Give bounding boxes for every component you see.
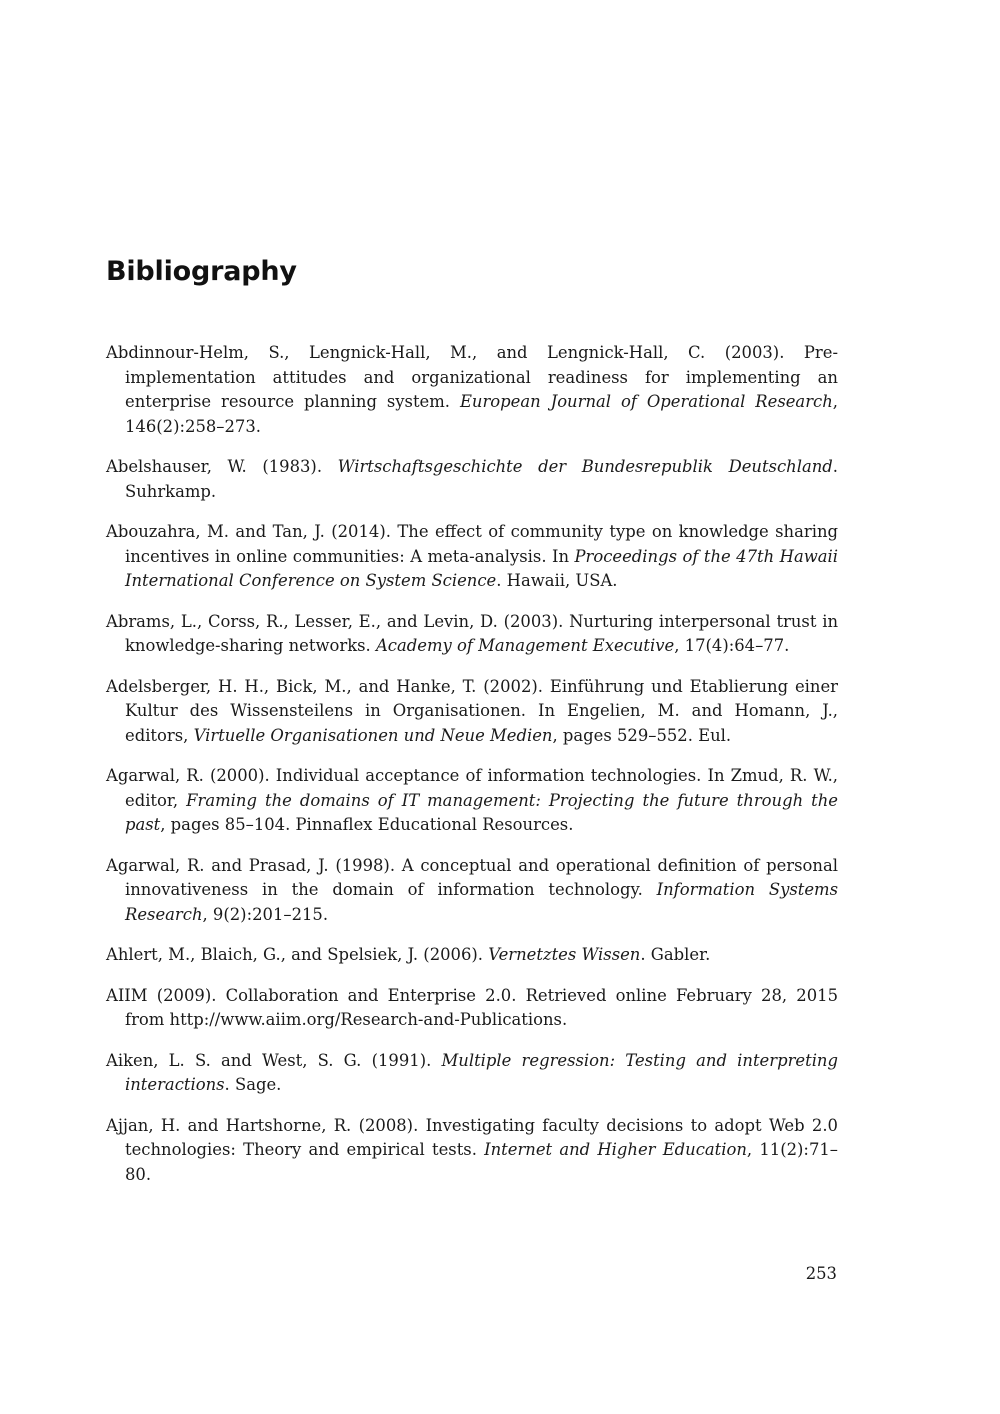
entry-text: Abelshauser, W. (1983).: [106, 457, 338, 476]
entry-source-title: European Journal of Operational Research: [459, 392, 833, 411]
entry-source-title: Virtuelle Organisationen und Neue Medien: [193, 725, 553, 745]
entry-source-title: Multiple regression: Testing and interpreting interactions: [125, 1050, 838, 1094]
entry-text: AIIM (2009). Collaboration and Enterprise 2.0. Retrieved online February 28, 2015 from http://www.aiim.org/Research-and-Publications.: [106, 985, 838, 1029]
entry-details: . Suhrkamp.: [125, 457, 838, 501]
entry-source-title: Information Systems Research: [125, 880, 839, 924]
bibliography-entry: [106, 455, 838, 504]
entry-text: Ajjan, H. and Hartshorne, R. (2008). Investigating faculty decisions to adopt Web 2.0 technologies: Theory and empirical tests.: [106, 1115, 838, 1159]
page-title: Bibliography: [106, 256, 297, 287]
entry-source-title: Wirtschaftsgeschichte der Bundesrepublik Deutschland: [337, 457, 833, 476]
bibliography-entry: [106, 943, 838, 968]
entry-source-title: Vernetztes Wissen: [488, 945, 641, 964]
entry-text: Agarwal, R. and Prasad, J. (1998). A conceptual and operational definition of personal innovativeness in the domain of information technology.: [106, 855, 838, 899]
entry-source-title: Internet and Higher Education: [484, 1140, 747, 1159]
bibliography-entry: [106, 1114, 838, 1188]
bibliography-entry: [106, 341, 838, 439]
entry-details: , pages 529–552. Eul.: [552, 725, 732, 745]
entry-source-title: Framing the domains of IT management: Projecting the future through the past: [125, 790, 838, 834]
entry-details: , 17(4):64–77.: [674, 636, 790, 655]
entry-details: . Hawaii, USA.: [496, 571, 618, 590]
bibliography-list: [106, 341, 838, 1203]
entry-source-title: Academy of Management Executive: [375, 636, 675, 655]
entry-text: Abdinnour-Helm, S., Lengnick-Hall, M., and Lengnick-Hall, C. (2003). Pre-implementation attitudes and organizational readiness for implementing an enterprise resource planning system.: [106, 343, 838, 411]
bibliography-entry: [106, 984, 838, 1033]
entry-text: Ahlert, M., Blaich, G., and Spelsiek, J. (2006).: [106, 945, 489, 964]
entry-details: . Gabler.: [640, 945, 711, 964]
bibliography-entry: [106, 854, 838, 928]
entry-details: , 146(2):258–273.: [125, 392, 838, 436]
entry-text: Abrams, L., Corss, R., Lesser, E., and Levin, D. (2003). Nurturing interpersonal trust in knowledge-sharing networks.: [106, 611, 838, 655]
entry-text: Abouzahra, M. and Tan, J. (2014). The effect of community type on knowledge sharing incentives in online communities: A meta-analysis. In: [106, 522, 838, 566]
bibliography-entry: [106, 520, 838, 594]
entry-text: Aiken, L. S. and West, S. G. (1991).: [106, 1050, 442, 1070]
entry-details: . Sage.: [224, 1075, 282, 1094]
page-number: 253: [805, 1264, 837, 1283]
bibliography-entry: [106, 675, 838, 749]
entry-details: , 9(2):201–215.: [202, 904, 329, 924]
entry-source-title: Proceedings of the 47th Hawaii International Conference on System Science: [125, 546, 838, 590]
bibliography-entry: [106, 1049, 838, 1098]
entry-text: Adelsberger, H. H., Bick, M., and Hanke, T. (2002). Einführung und Etablierung einer Kultur des Wissensteilens in Organisationen. In Engelien, M. and Homann, J., editors,: [106, 676, 838, 745]
entry-details: , pages 85–104. Pinnaflex Educational Resources.: [160, 815, 574, 834]
bibliography-entry: [106, 764, 838, 838]
bibliography-entry: [106, 610, 838, 659]
entry-text: Agarwal, R. (2000). Individual acceptance of information technologies. In Zmud, R. W., editor,: [106, 766, 838, 810]
entry-details: , 11(2):71–80.: [125, 1140, 838, 1184]
